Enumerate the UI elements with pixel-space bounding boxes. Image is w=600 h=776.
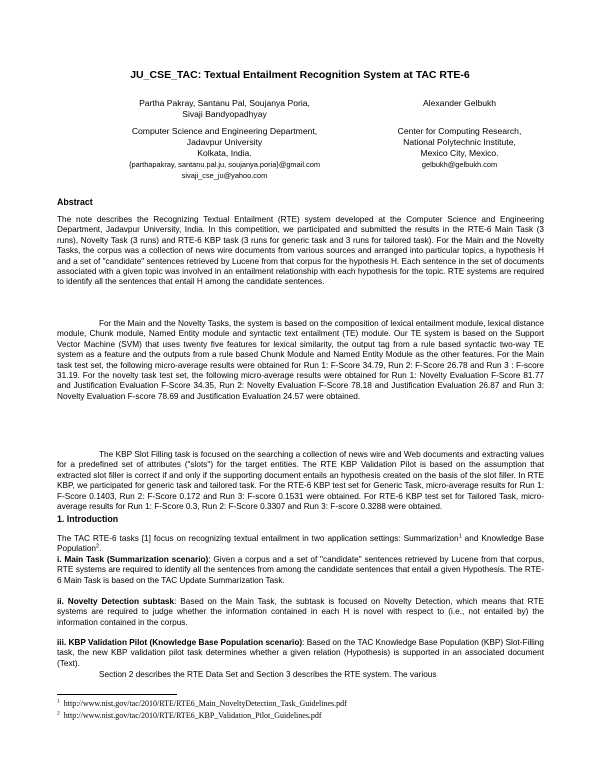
intro-paragraph-1 [57, 534, 544, 555]
intro-text: The TAC RTE-6 tasks [1] focus on recognizing textual entailment in two application settings: Summarization [57, 534, 459, 543]
footnote-ref-2[interactable]: 2 [96, 543, 100, 550]
author-name-right: Alexander Gelbukh [422, 98, 497, 108]
affiliation-line1: Computer Science and Engineering Department, [131, 126, 318, 136]
footnote-url[interactable]: http://www.nist.gov/tac/2010/RTE/RTE6_KBP_Validation_Pilot_Guidelines.pdf [63, 711, 322, 720]
introduction-heading: 1. Introduction [57, 514, 119, 524]
item-text: : Based on the TAC Knowledge Base Population (KBP) Slot-Filling task, the new KBP validation pilot task determines whether a given relation (Hypothesis) is supported in an associated document (Text). [57, 638, 544, 668]
author-names-line2: Sivaji Bandyopadhyay [182, 109, 267, 119]
affiliation-line2: Jadavpur University [186, 137, 263, 147]
item-label: i. Main Task (Summarization scenario) [57, 555, 209, 564]
intro-paragraph-last: Section 2 describes the RTE Data Set and Section 3 describes the RTE system. The various [99, 670, 437, 679]
email-line2: sivaji_cse_ju@yahoo.com [181, 171, 268, 180]
footnote-number: 2 [57, 710, 60, 717]
abstract-paragraph-3: The KBP Slot Filling task is focused on the searching a collection of news wire and Web documents and extracting values for a predefined set of attributes ("slots") for the target entities. The RTE KBP Validation Pilot is based on the assumption that extracted slot filler is correct if and only if the supporting document entails an hypothesis created on the basis of the slot filler. In RTE KBP, we participated for generic task and tailored task. For the RTE-6 KBP test set for Generic Task, micro-average results for Run 1: F-Score 0.1403, Run 2: F-Score 0.172 and Run 3: F-score 0.1531 were obtained. For RTE-6 KBP test set for Tailored Task, micro-average results for Run 1: F-Score 0.3, Run 2: F-Score 0.3307 and Run 3: F-score 0.3288 were obtained. [57, 450, 544, 512]
footnote-divider [57, 694, 177, 695]
footnote-1 [57, 699, 347, 708]
affiliation-right-line1: Center for Computing Research, [397, 126, 522, 136]
abstract-paragraph-2: For the Main and the Novelty Tasks, the system is based on the composition of lexical entailment module, lexical distance module, Chunk module, Named Entity module and syntactic text entailment (TE) module. Our TE system is based on the Support Vector Machine (SVM) that uses twenty five features for lexical similarity, the output tag from a rule based syntactic two-way TE system as a feature and the outputs from a rule based Chunk Module and Named Entity Module as the other features. For the Main task test set, the following micro-average results were obtained for Run 1: F-Score 34.79, Run 2: F-Score 26.78 and Run 3 : F-score 31.19. For the novelty task test set, the following micro-average results were obtained for Run 1: Novelty Evaluation F-Score 81.77 and Justification Evaluation F-Score 34.35, Run 2: Novelty Evaluation F-Score 78.18 and Justification Evaluation 26.87 and Run 3: Novelty Evaluation F-score 78.69 and Justification Evaluation 24.57 were obtained. [57, 319, 544, 401]
abstract-paragraph-1: The note describes the Recognizing Textual Entailment (RTE) system developed at the Computer Science and Engineering Department, Jadavpur University, India. In this competition, we participated and submitted the results in the RTE-6 Main Task (3 runs), Novelty Task (3 runs) and RTE-6 KBP task (3 runs for generic task and 3 runs for tailored task). For the Main and the Novelty Tasks, the corpus was a collection of news wire documents from various sources and arranged into particular topics, a hypothesis H and a set of "candidate" sentences retrieved by Lucene from that corpus for the hypothesis H. Each sentence in the set of documents associated with a given topic was involved in an entailment relationship with each hypothesis for the topic. RTE systems are required to identify all the sentences that entail H among the candidate sentences. [57, 215, 544, 287]
footnote-ref-1[interactable]: 1 [458, 533, 462, 540]
footnote-2 [57, 711, 322, 720]
email-right: gelbukh@gelbukh.com [421, 160, 498, 169]
intro-text-2: and Knowledge Base Population [57, 534, 544, 554]
author-names-line1: Partha Pakray, Santanu Pal, Soujanya Poria, [139, 98, 310, 108]
intro-item-novelty [57, 597, 544, 628]
affiliation-line3: Kolkata, India. [197, 148, 252, 158]
footnote-number: 1 [57, 698, 60, 705]
affiliation-right-line3: Mexico City, Mexico. [420, 148, 499, 158]
abstract-heading: Abstract [57, 197, 93, 207]
paper-title: JU_CSE_TAC: Textual Entailment Recognition System at TAC RTE-6 [130, 69, 470, 81]
affiliation-right-line2: National Polytechnic Institute, [403, 137, 516, 147]
authors-left-block [107, 98, 342, 181]
intro-text-end: . [99, 544, 102, 554]
intro-item-kbp [57, 638, 544, 669]
email-line1: {parthapakray, santanu.pal.ju, soujanya.poria}@gmail.com [128, 160, 320, 169]
footnote-url[interactable]: http://www.nist.gov/tac/2010/RTE/RTE6_Main_NoveltyDetection_Task_Guidelines.pdf [63, 699, 347, 708]
item-text: : Given a corpus and a set of "candidate" sentences retrieved by Lucene from that corpus, RTE systems are required to identify all the sentences from among the candidate sentences that entail a given Hypothesis. The RTE-6 Main Task is based on the TAC Update Summarization Task. [57, 555, 544, 585]
authors-right-block [372, 98, 547, 170]
intro-item-main-task [57, 555, 544, 586]
item-label: ii. Novelty Detection subtask [57, 597, 175, 606]
spacer [372, 109, 547, 126]
item-label: iii. KBP Validation Pilot (Knowledge Base Population scenario) [57, 638, 303, 647]
item-text: : Based on the Main Task, the subtask is focused on Novelty Detection, which means that RTE systems are required to judge whether the information contained in each H is novel with respect to (i.e., not entailed by) the information contained in the corpus. [57, 597, 545, 627]
